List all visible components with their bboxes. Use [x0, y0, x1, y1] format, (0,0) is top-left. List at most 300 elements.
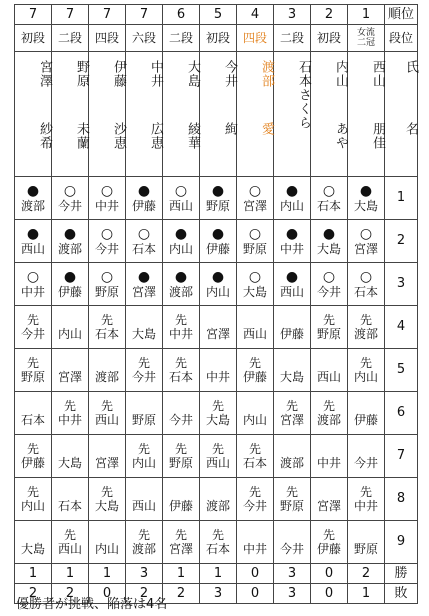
- sente-mark: 先: [26, 485, 39, 499]
- result-mark: ○: [137, 226, 151, 242]
- losses-cell: 0: [89, 584, 126, 604]
- game-cell: [163, 392, 200, 435]
- sente-mark: 先: [137, 356, 150, 370]
- opponent-name: 石本: [168, 370, 193, 384]
- result-mark: ●: [285, 226, 299, 242]
- player-given-name: 広恵: [148, 122, 163, 150]
- dan-cell: 初段: [200, 25, 237, 52]
- footnote: 優勝者が挑戦、陥落は4名: [16, 597, 168, 612]
- game-cell: [348, 349, 385, 392]
- name-cell: [348, 52, 385, 177]
- wins-cell: 1: [89, 564, 126, 584]
- game-cell: [52, 306, 89, 349]
- opponent-name: 伊藤: [131, 199, 156, 213]
- game-cell: [348, 220, 385, 263]
- game-cell: [200, 349, 237, 392]
- game-cell: [237, 521, 274, 564]
- opponent-name: 石本: [131, 242, 156, 256]
- sente-mark: 先: [26, 313, 39, 327]
- sente-mark: 先: [137, 442, 150, 456]
- opponent-name: 渡部: [168, 285, 193, 299]
- game-cell: [15, 435, 52, 478]
- game-cell: [89, 220, 126, 263]
- result-mark: ○: [248, 183, 262, 199]
- dan-row: [15, 25, 418, 52]
- sente-mark: 先: [137, 528, 150, 542]
- game-cell: [15, 177, 52, 220]
- round-row: [15, 349, 418, 392]
- game-cell: [274, 220, 311, 263]
- sente-mark: 先: [248, 442, 261, 456]
- player-given-name: 紗希: [37, 122, 52, 150]
- game-cell: [163, 263, 200, 306]
- game-cell: [163, 521, 200, 564]
- name-cell: [163, 52, 200, 177]
- wins-header: 勝: [385, 564, 418, 584]
- game-cell: [126, 521, 163, 564]
- game-cell: [348, 521, 385, 564]
- result-mark: ●: [63, 269, 77, 285]
- rank-cell: 7: [52, 5, 89, 25]
- result-mark: ○: [100, 183, 114, 199]
- sente-mark: 先: [211, 442, 224, 456]
- rank-header: 順位: [385, 5, 418, 25]
- opponent-name: 西山: [316, 370, 341, 384]
- sente-mark: 先: [26, 356, 39, 370]
- game-cell: [126, 435, 163, 478]
- opponent-name: 石本: [57, 499, 82, 513]
- game-cell: [89, 392, 126, 435]
- round-row: [15, 521, 418, 564]
- opponent-name: 宮澤: [279, 413, 304, 427]
- opponent-name: 大島: [242, 285, 267, 299]
- opponent-name: 野原: [279, 499, 304, 513]
- name-cell: [311, 52, 348, 177]
- round-row: [15, 220, 418, 263]
- result-mark: ○: [322, 269, 336, 285]
- result-mark: ○: [63, 183, 77, 199]
- result-mark: ○: [100, 269, 114, 285]
- result-mark: ●: [211, 269, 225, 285]
- player-family-name: 西山: [370, 60, 385, 88]
- rank-cell: 7: [126, 5, 163, 25]
- player-family-name: 石本さくら: [296, 60, 311, 130]
- round-row: [15, 435, 418, 478]
- round-number: 3: [385, 263, 418, 306]
- game-cell: [348, 177, 385, 220]
- opponent-name: 伊藤: [316, 542, 341, 556]
- round-number: 4: [385, 306, 418, 349]
- dan-header: 段位: [385, 25, 418, 52]
- round-number: 2: [385, 220, 418, 263]
- game-cell: [15, 392, 52, 435]
- round-number: 6: [385, 392, 418, 435]
- opponent-name: 野原: [168, 456, 193, 470]
- game-cell: [237, 177, 274, 220]
- opponent-name: 内山: [168, 242, 193, 256]
- result-mark: ●: [137, 183, 151, 199]
- game-cell: [126, 478, 163, 521]
- opponent-name: 今井: [279, 542, 304, 556]
- game-cell: [274, 306, 311, 349]
- game-cell: [311, 521, 348, 564]
- game-cell: [89, 521, 126, 564]
- sente-mark: 先: [322, 528, 335, 542]
- losses-cell: 1: [348, 584, 385, 604]
- opponent-name: 渡部: [279, 456, 304, 470]
- game-cell: [311, 220, 348, 263]
- game-cell: [89, 349, 126, 392]
- result-mark: ○: [359, 226, 373, 242]
- name-cell: [89, 52, 126, 177]
- result-mark: ●: [359, 183, 373, 199]
- sente-mark: 先: [248, 356, 261, 370]
- player-family-name: 今井: [222, 60, 237, 88]
- player-family-name: 内山: [333, 60, 348, 88]
- opponent-name: 内山: [353, 370, 378, 384]
- game-cell: [311, 392, 348, 435]
- opponent-name: 伊藤: [279, 327, 304, 341]
- opponent-name: 石本: [316, 199, 341, 213]
- game-cell: [52, 478, 89, 521]
- opponent-name: 今井: [131, 370, 156, 384]
- sente-mark: 先: [359, 356, 372, 370]
- opponent-name: 野原: [94, 285, 119, 299]
- opponent-name: 西山: [57, 542, 82, 556]
- wins-cell: 0: [311, 564, 348, 584]
- opponent-name: 伊藤: [20, 456, 45, 470]
- opponent-name: 中井: [242, 542, 267, 556]
- game-cell: [52, 263, 89, 306]
- game-cell: [274, 263, 311, 306]
- dan-cell: 四段: [89, 25, 126, 52]
- player-family-name: 宮澤: [37, 60, 52, 88]
- game-cell: [348, 306, 385, 349]
- wins-cell: 0: [237, 564, 274, 584]
- game-cell: [15, 220, 52, 263]
- wins-cell: 3: [126, 564, 163, 584]
- opponent-name: 渡部: [20, 199, 45, 213]
- game-cell: [348, 435, 385, 478]
- opponent-name: 今井: [20, 327, 45, 341]
- game-cell: [311, 177, 348, 220]
- opponent-name: 内山: [205, 285, 230, 299]
- opponent-name: 渡部: [131, 542, 156, 556]
- result-mark: ●: [285, 183, 299, 199]
- wins-cell: 3: [274, 564, 311, 584]
- opponent-name: 西山: [94, 413, 119, 427]
- wins-cell: 1: [15, 564, 52, 584]
- sente-mark: 先: [26, 442, 39, 456]
- opponent-name: 中井: [205, 370, 230, 384]
- sente-mark: 先: [359, 313, 372, 327]
- rank-cell: 3: [274, 5, 311, 25]
- sente-mark: 先: [63, 399, 76, 413]
- opponent-name: 今井: [94, 242, 119, 256]
- player-given-name: 愛: [259, 122, 274, 136]
- opponent-name: 伊藤: [242, 370, 267, 384]
- game-cell: [15, 306, 52, 349]
- game-cell: [274, 521, 311, 564]
- opponent-name: 大島: [94, 499, 119, 513]
- opponent-name: 中井: [94, 199, 119, 213]
- name-cell: [52, 52, 89, 177]
- game-cell: [126, 263, 163, 306]
- opponent-name: 石本: [353, 285, 378, 299]
- round-row: [15, 392, 418, 435]
- player-given-name: 絢: [222, 122, 237, 136]
- player-family-name: 大島: [185, 60, 200, 88]
- opponent-name: 渡部: [205, 499, 230, 513]
- losses-cell: 2: [163, 584, 200, 604]
- result-mark: ○: [100, 226, 114, 242]
- round-row: [15, 478, 418, 521]
- name-header-2: 名: [403, 122, 418, 136]
- dan-cell: 二段: [274, 25, 311, 52]
- dan-cell: 六段: [126, 25, 163, 52]
- opponent-name: 今井: [168, 413, 193, 427]
- player-given-name: 綾華: [185, 122, 200, 150]
- name-cell: [237, 52, 274, 177]
- opponent-name: 大島: [131, 327, 156, 341]
- opponent-name: 野原: [353, 542, 378, 556]
- name-cell: [200, 52, 237, 177]
- opponent-name: 内山: [57, 327, 82, 341]
- game-cell: [163, 220, 200, 263]
- game-cell: [200, 435, 237, 478]
- game-cell: [52, 349, 89, 392]
- round-number: 9: [385, 521, 418, 564]
- result-mark: ○: [248, 226, 262, 242]
- game-cell: [348, 392, 385, 435]
- game-cell: [237, 220, 274, 263]
- game-cell: [89, 435, 126, 478]
- dan-cell: 初段: [15, 25, 52, 52]
- opponent-name: 石本: [242, 456, 267, 470]
- game-cell: [52, 177, 89, 220]
- result-mark: ●: [322, 226, 336, 242]
- opponent-name: 伊藤: [57, 285, 82, 299]
- game-cell: [200, 392, 237, 435]
- opponent-name: 西山: [242, 327, 267, 341]
- player-given-name: 朋佳: [370, 122, 385, 150]
- opponent-name: 大島: [316, 242, 341, 256]
- game-cell: [52, 220, 89, 263]
- name-header-1: 氏: [403, 60, 418, 74]
- game-cell: [200, 478, 237, 521]
- game-cell: [200, 263, 237, 306]
- game-cell: [237, 392, 274, 435]
- losses-cell: 2: [126, 584, 163, 604]
- opponent-name: 中井: [168, 327, 193, 341]
- game-cell: [163, 478, 200, 521]
- game-cell: [163, 349, 200, 392]
- game-cell: [126, 306, 163, 349]
- wins-row: [15, 564, 418, 584]
- opponent-name: 大島: [353, 199, 378, 213]
- opponent-name: 渡部: [353, 327, 378, 341]
- opponent-name: 大島: [20, 542, 45, 556]
- dan-cell: 初段: [311, 25, 348, 52]
- game-cell: [163, 435, 200, 478]
- game-cell: [311, 478, 348, 521]
- game-cell: [163, 177, 200, 220]
- game-cell: [89, 478, 126, 521]
- wins-cell: 1: [200, 564, 237, 584]
- game-cell: [274, 478, 311, 521]
- wins-cell: 1: [163, 564, 200, 584]
- opponent-name: 中井: [316, 456, 341, 470]
- game-cell: [237, 435, 274, 478]
- result-mark: ○: [322, 183, 336, 199]
- name-row: [15, 52, 418, 177]
- opponent-name: 宮澤: [353, 242, 378, 256]
- opponent-name: 内山: [279, 199, 304, 213]
- result-mark: ●: [26, 183, 40, 199]
- game-cell: [163, 306, 200, 349]
- opponent-name: 中井: [57, 413, 82, 427]
- result-mark: ●: [26, 226, 40, 242]
- result-mark: ●: [137, 269, 151, 285]
- sente-mark: 先: [359, 485, 372, 499]
- opponent-name: 宮澤: [242, 199, 267, 213]
- player-given-name: 未蘭: [74, 122, 89, 150]
- game-cell: [89, 177, 126, 220]
- player-family-name: 渡部: [259, 60, 274, 88]
- result-mark: ○: [248, 269, 262, 285]
- sente-mark: 先: [248, 485, 261, 499]
- opponent-name: 大島: [279, 370, 304, 384]
- opponent-name: 内山: [94, 542, 119, 556]
- sente-mark: 先: [174, 356, 187, 370]
- opponent-name: 大島: [57, 456, 82, 470]
- opponent-name: 渡部: [94, 370, 119, 384]
- wins-cell: 1: [52, 564, 89, 584]
- round-number: 7: [385, 435, 418, 478]
- game-cell: [126, 349, 163, 392]
- opponent-name: 野原: [242, 242, 267, 256]
- round-number: 1: [385, 177, 418, 220]
- game-cell: [237, 306, 274, 349]
- league-table: [14, 4, 418, 604]
- result-mark: ○: [174, 183, 188, 199]
- game-cell: [52, 435, 89, 478]
- losses-cell: 0: [237, 584, 274, 604]
- name-cell: [15, 52, 52, 177]
- opponent-name: 内山: [20, 499, 45, 513]
- game-cell: [126, 220, 163, 263]
- losses-header: 敗: [385, 584, 418, 604]
- game-cell: [15, 478, 52, 521]
- game-cell: [15, 263, 52, 306]
- opponent-name: 今井: [242, 499, 267, 513]
- round-number: 5: [385, 349, 418, 392]
- opponent-name: 宮澤: [205, 327, 230, 341]
- rank-cell: 4: [237, 5, 274, 25]
- opponent-name: 今井: [57, 199, 82, 213]
- game-cell: [200, 521, 237, 564]
- opponent-name: 西山: [205, 456, 230, 470]
- opponent-name: 野原: [205, 199, 230, 213]
- player-given-name: 沙恵: [111, 122, 126, 150]
- game-cell: [348, 478, 385, 521]
- opponent-name: 中井: [279, 242, 304, 256]
- dan-cell: 四段: [237, 25, 274, 52]
- opponent-name: 中井: [20, 285, 45, 299]
- opponent-name: 渡部: [57, 242, 82, 256]
- sente-mark: 先: [211, 399, 224, 413]
- player-family-name: 野原: [74, 60, 89, 88]
- game-cell: [52, 392, 89, 435]
- opponent-name: 今井: [353, 456, 378, 470]
- game-cell: [348, 263, 385, 306]
- opponent-name: 中井: [353, 499, 378, 513]
- result-mark: ○: [26, 269, 40, 285]
- round-row: [15, 306, 418, 349]
- rank-row: [15, 5, 418, 25]
- rank-cell: 2: [311, 5, 348, 25]
- rank-cell: 5: [200, 5, 237, 25]
- sente-mark: 先: [174, 313, 187, 327]
- opponent-name: 西山: [168, 199, 193, 213]
- game-cell: [311, 435, 348, 478]
- game-cell: [274, 435, 311, 478]
- opponent-name: 伊藤: [353, 413, 378, 427]
- game-cell: [89, 306, 126, 349]
- opponent-name: 宮澤: [57, 370, 82, 384]
- opponent-name: 石本: [20, 413, 45, 427]
- losses-cell: 2: [15, 584, 52, 604]
- result-mark: ○: [359, 269, 373, 285]
- game-cell: [311, 349, 348, 392]
- rank-cell: 7: [15, 5, 52, 25]
- sente-mark: 先: [174, 442, 187, 456]
- name-cell: [274, 52, 311, 177]
- sente-mark: 先: [63, 528, 76, 542]
- game-cell: [274, 177, 311, 220]
- game-cell: [200, 306, 237, 349]
- losses-cell: 3: [274, 584, 311, 604]
- dan-cell: 二段: [52, 25, 89, 52]
- game-cell: [274, 392, 311, 435]
- game-cell: [15, 521, 52, 564]
- name-cell: [126, 52, 163, 177]
- sente-mark: 先: [285, 485, 298, 499]
- opponent-name: 宮澤: [94, 456, 119, 470]
- rank-cell: 6: [163, 5, 200, 25]
- game-cell: [311, 306, 348, 349]
- player-family-name: 中井: [148, 60, 163, 88]
- player-given-name: あや: [333, 122, 348, 150]
- game-cell: [311, 263, 348, 306]
- game-cell: [52, 521, 89, 564]
- player-family-name: 伊藤: [111, 60, 126, 88]
- wins-cell: 2: [348, 564, 385, 584]
- game-cell: [126, 177, 163, 220]
- opponent-name: 西山: [131, 499, 156, 513]
- opponent-name: 渡部: [316, 413, 341, 427]
- opponent-name: 西山: [20, 242, 45, 256]
- opponent-name: 石本: [94, 327, 119, 341]
- losses-cell: 0: [311, 584, 348, 604]
- result-mark: ●: [211, 183, 225, 199]
- sente-mark: 先: [100, 399, 113, 413]
- round-row: [15, 177, 418, 220]
- sente-mark: 先: [211, 528, 224, 542]
- game-cell: [237, 263, 274, 306]
- game-cell: [200, 220, 237, 263]
- game-cell: [126, 392, 163, 435]
